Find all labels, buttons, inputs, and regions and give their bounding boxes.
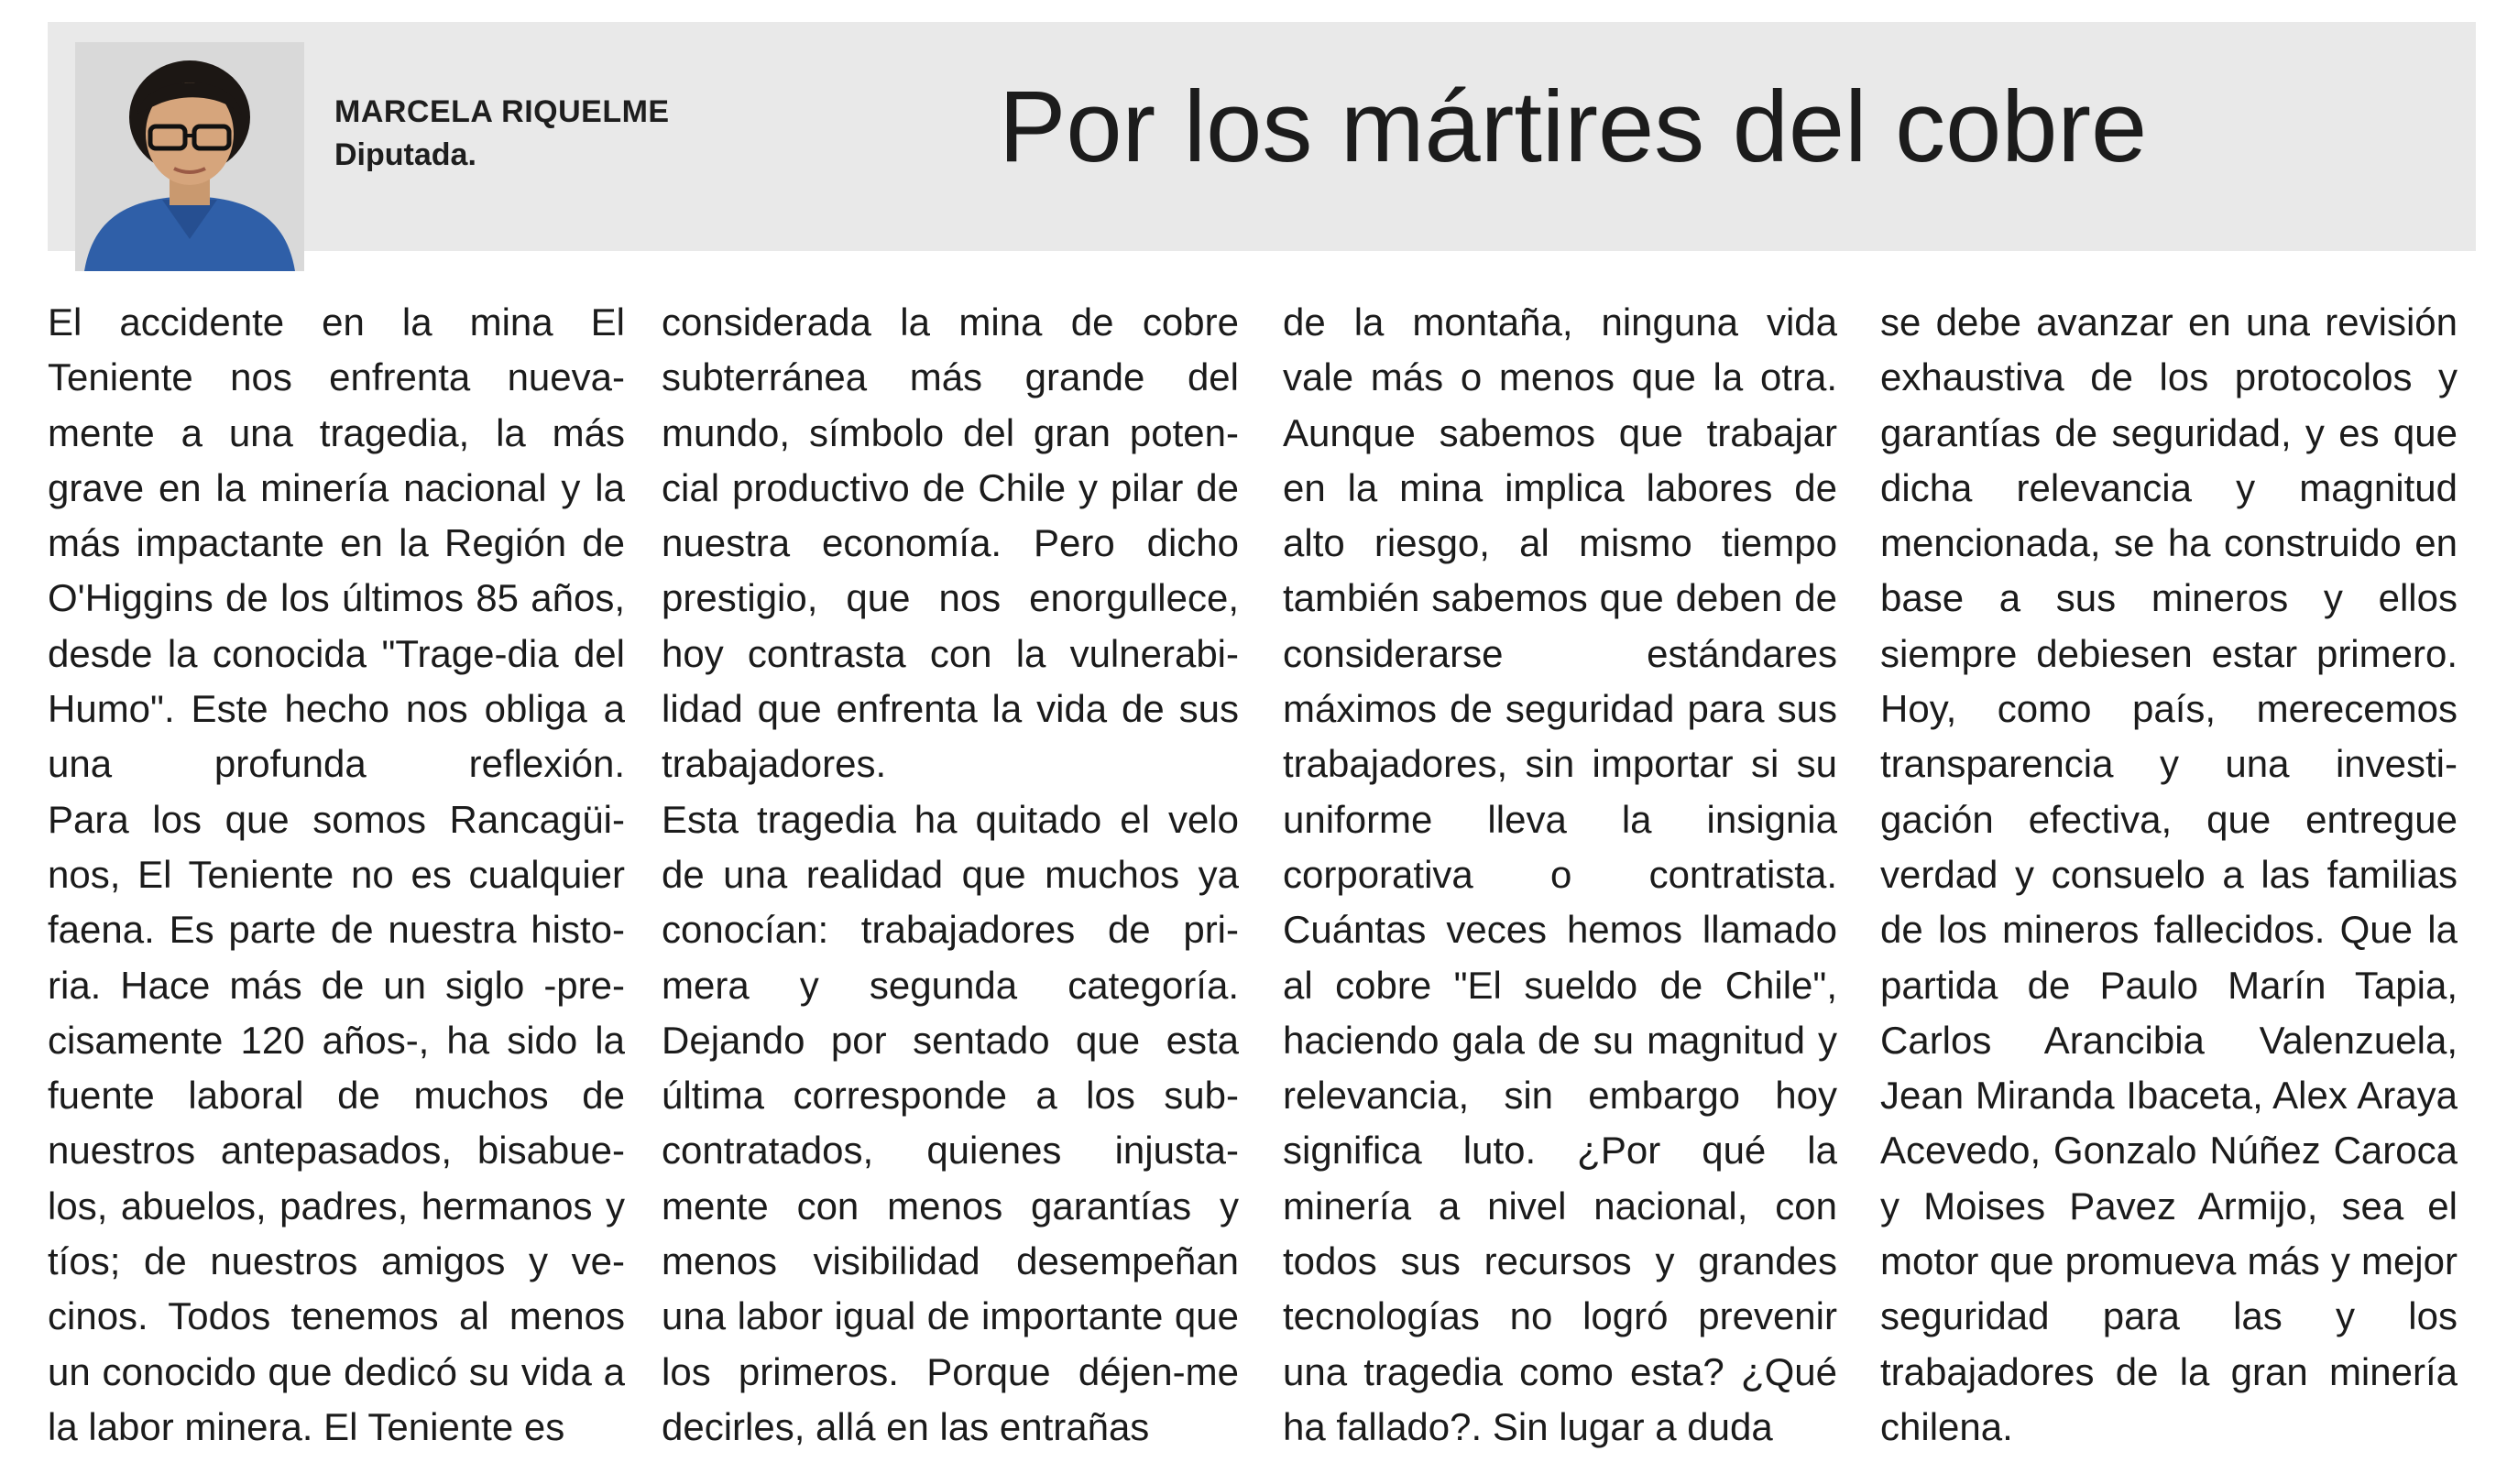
paragraph: Dejando por sentado que esta última corresponde a los sub-contratados, quienes injusta-mente con menos garantías y menos visibilidad desempeñan una labor igual de importante que los primeros. Porque déjen-me decirles, allá en las entrañas [662, 1018, 1239, 1448]
author-role: Diputada. [334, 137, 476, 172]
article-column-4 [1880, 295, 2458, 1455]
paragraph: considerada la mina de cobre subterránea más grande del mundo, símbolo del gran poten-cial productivo de Chile y pilar de nuestra economía. Pero dicho prestigio, que nos enorgullece, hoy contrasta con la vulnerabi-lidad que enfrenta la vida de sus trabajadores. [662, 300, 1239, 786]
paragraph: Hoy, como país, merecemos transparencia y una investi-gación efectiva, que entregue verdad y consuelo a las familias de los mineros fallecidos. Que la partida de Paulo Marín Tapia, Carlos Arancibia Valenzuela, Jean Miranda Ibaceta, Alex Araya Acevedo, Gonzalo Núñez Caroca y Moises Pavez Armijo, sea el motor que promueva más y mejor seguridad para las y los trabajadores de la gran minería chilena. [1880, 687, 2458, 1448]
paragraph: Cuántas veces hemos llamado al cobre "El sueldo de Chile", haciendo gala de su magnitud y relevancia, sin embargo hoy significa luto. ¿Por qué la minería a nivel nacional, con todos sus recursos y grandes tecnologías no logró prevenir una tragedia como esta? ¿Qué ha fallado?. Sin lugar a duda [1283, 908, 1837, 1448]
article-column-2 [662, 295, 1239, 1455]
author-name: MARCELA RIQUELME [334, 94, 670, 129]
article-headline: Por los mártires del cobre [999, 71, 2148, 183]
paragraph: Para los que somos Rancagüi-nos, El Teniente no es cualquier faena. Es parte de nuestra histo-ria. Hace más de un siglo -pre-cisamente 120 años-, ha sido la fuente laboral de muchos de nuestros antepasados, bisabue-los, abuelos, padres, hermanos y tíos; de nuestros amigos y ve-cinos. Todos tenemos al menos un conocido que dedicó su vida a la labor minera. El Teniente es [48, 797, 625, 1448]
paragraph: se debe avanzar en una revisión exhaustiva de los protocolos y garantías de seguridad, y es que dicha relevancia y magnitud mencionada, se ha construido en base a sus mineros y ellos siempre debiesen estar primero. [1880, 300, 2458, 675]
author-photo [75, 42, 304, 271]
article-column-1 [48, 295, 625, 1455]
paragraph: El accidente en la mina El Teniente nos enfrenta nueva-mente a una tragedia, la más grave en la minería nacional y la más impactante en la Región de O'Higgins de los últimos 85 años, desde la conocida "Trage-dia del Humo". Este hecho nos obliga a una profunda reflexión. [48, 300, 625, 786]
article-column-3 [1283, 295, 1837, 1455]
paragraph: de la montaña, ninguna vida vale más o menos que la otra. Aunque sabemos que trabajar en la mina implica labores de alto riesgo, al mismo tiempo también sabemos que deben de considerarse estándares máximos de seguridad para sus trabajadores, sin importar si su uniforme lleva la insignia corporativa o contratista. [1283, 300, 1837, 896]
paragraph: Esta tragedia ha quitado el velo de una realidad que muchos ya conocían: trabajadores de pri-mera y segunda categoría. [662, 797, 1239, 1007]
